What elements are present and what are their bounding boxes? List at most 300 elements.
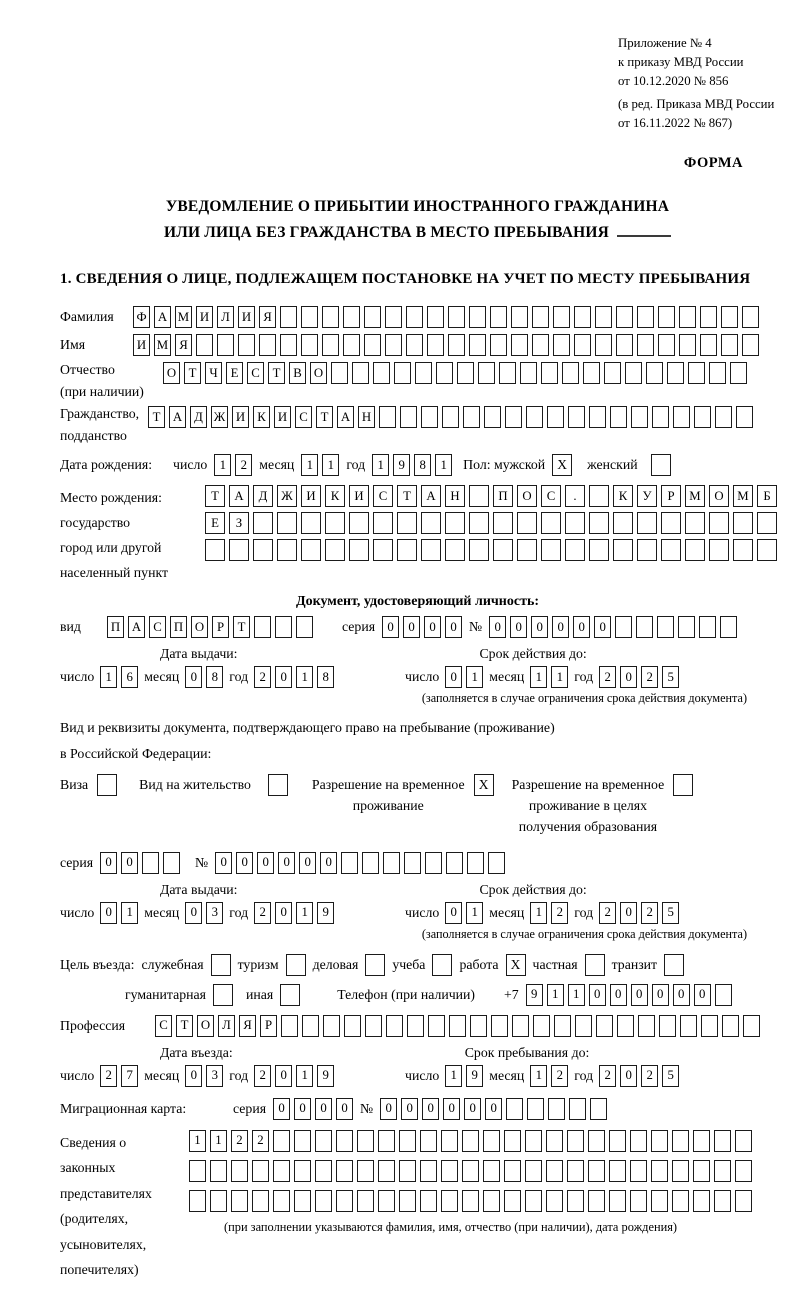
char-box[interactable]: А xyxy=(229,485,249,507)
char-box[interactable] xyxy=(445,539,465,561)
char-box[interactable] xyxy=(483,1130,500,1152)
char-box[interactable] xyxy=(613,539,633,561)
char-box[interactable]: Е xyxy=(205,512,225,534)
char-box[interactable] xyxy=(693,1130,710,1152)
char-box[interactable] xyxy=(565,539,585,561)
char-box[interactable] xyxy=(715,984,732,1006)
char-box[interactable]: 2 xyxy=(254,666,271,688)
char-box[interactable] xyxy=(722,1015,739,1037)
char-box[interactable] xyxy=(420,1130,437,1152)
char-box[interactable]: 0 xyxy=(403,616,420,638)
char-box[interactable]: 2 xyxy=(551,902,568,924)
char-box[interactable] xyxy=(520,362,537,384)
char-box[interactable] xyxy=(615,616,632,638)
char-box[interactable]: 0 xyxy=(443,1098,460,1120)
char-box[interactable] xyxy=(253,539,273,561)
char-box[interactable] xyxy=(470,1015,487,1037)
char-box[interactable]: Д xyxy=(190,406,207,428)
char-box[interactable]: 1 xyxy=(301,454,318,476)
char-box[interactable] xyxy=(596,1015,613,1037)
char-box[interactable] xyxy=(378,1190,395,1212)
char-box[interactable]: Р xyxy=(260,1015,277,1037)
char-box[interactable] xyxy=(595,306,612,328)
char-box[interactable] xyxy=(667,362,684,384)
char-box[interactable] xyxy=(336,1190,353,1212)
purpose-work-checkbox[interactable]: X xyxy=(506,954,526,976)
char-box[interactable] xyxy=(273,1190,290,1212)
char-box[interactable] xyxy=(604,362,621,384)
char-box[interactable]: 0 xyxy=(100,852,117,874)
char-box[interactable]: 0 xyxy=(275,1065,292,1087)
char-box[interactable]: Т xyxy=(268,362,285,384)
char-box[interactable] xyxy=(638,1015,655,1037)
char-box[interactable]: О xyxy=(163,362,180,384)
char-box[interactable] xyxy=(302,1015,319,1037)
char-box[interactable]: Ж xyxy=(211,406,228,428)
char-box[interactable] xyxy=(404,852,421,874)
char-box[interactable]: 0 xyxy=(620,902,637,924)
char-box[interactable] xyxy=(651,1130,668,1152)
char-box[interactable]: 0 xyxy=(315,1098,332,1120)
char-box[interactable] xyxy=(323,1015,340,1037)
char-box[interactable]: 9 xyxy=(317,1065,334,1087)
char-box[interactable] xyxy=(400,406,417,428)
purpose-transit-checkbox[interactable] xyxy=(664,954,684,976)
char-box[interactable] xyxy=(189,1190,206,1212)
char-box[interactable]: 0 xyxy=(336,1098,353,1120)
char-box[interactable] xyxy=(525,1130,542,1152)
char-box[interactable] xyxy=(658,306,675,328)
char-box[interactable] xyxy=(280,306,297,328)
char-box[interactable]: С xyxy=(247,362,264,384)
char-box[interactable] xyxy=(617,1015,634,1037)
char-box[interactable] xyxy=(325,539,345,561)
char-box[interactable] xyxy=(694,406,711,428)
char-box[interactable]: 2 xyxy=(551,1065,568,1087)
char-box[interactable] xyxy=(325,512,345,534)
char-box[interactable] xyxy=(357,1190,374,1212)
char-box[interactable] xyxy=(196,334,213,356)
char-box[interactable]: 2 xyxy=(231,1130,248,1152)
char-box[interactable] xyxy=(714,1130,731,1152)
char-box[interactable]: 2 xyxy=(641,902,658,924)
char-box[interactable] xyxy=(735,1130,752,1152)
char-box[interactable] xyxy=(757,539,777,561)
char-box[interactable] xyxy=(490,334,507,356)
char-box[interactable]: 0 xyxy=(185,902,202,924)
char-box[interactable]: П xyxy=(493,485,513,507)
char-box[interactable] xyxy=(349,539,369,561)
char-box[interactable] xyxy=(446,852,463,874)
char-box[interactable] xyxy=(296,616,313,638)
char-box[interactable]: 2 xyxy=(599,902,616,924)
char-box[interactable]: 3 xyxy=(206,1065,223,1087)
char-box[interactable]: 1 xyxy=(210,1130,227,1152)
char-box[interactable]: 0 xyxy=(424,616,441,638)
char-box[interactable] xyxy=(574,334,591,356)
char-box[interactable] xyxy=(462,1190,479,1212)
char-box[interactable]: А xyxy=(154,306,171,328)
char-box[interactable] xyxy=(301,512,321,534)
char-box[interactable] xyxy=(385,306,402,328)
char-box[interactable] xyxy=(491,1015,508,1037)
char-box[interactable] xyxy=(445,512,465,534)
char-box[interactable]: Л xyxy=(217,306,234,328)
char-box[interactable] xyxy=(574,306,591,328)
char-box[interactable]: 0 xyxy=(445,616,462,638)
char-box[interactable] xyxy=(630,1190,647,1212)
char-box[interactable]: 0 xyxy=(121,852,138,874)
char-box[interactable] xyxy=(428,1015,445,1037)
char-box[interactable]: Ф xyxy=(133,306,150,328)
char-box[interactable]: 0 xyxy=(422,1098,439,1120)
char-box[interactable] xyxy=(680,1015,697,1037)
char-box[interactable]: 0 xyxy=(299,852,316,874)
char-box[interactable]: 7 xyxy=(121,1065,138,1087)
char-box[interactable]: 1 xyxy=(547,984,564,1006)
char-box[interactable] xyxy=(590,1098,607,1120)
char-box[interactable] xyxy=(379,406,396,428)
char-box[interactable] xyxy=(163,852,180,874)
char-box[interactable]: 1 xyxy=(568,984,585,1006)
char-box[interactable]: 0 xyxy=(320,852,337,874)
char-box[interactable] xyxy=(630,1130,647,1152)
char-box[interactable]: 0 xyxy=(273,1098,290,1120)
char-box[interactable] xyxy=(259,334,276,356)
char-box[interactable] xyxy=(685,512,705,534)
char-box[interactable]: Ч xyxy=(205,362,222,384)
char-box[interactable]: С xyxy=(541,485,561,507)
char-box[interactable] xyxy=(672,1190,689,1212)
char-box[interactable] xyxy=(506,1098,523,1120)
char-box[interactable] xyxy=(609,1130,626,1152)
char-box[interactable]: 8 xyxy=(317,666,334,688)
char-box[interactable]: С xyxy=(155,1015,172,1037)
char-box[interactable]: О xyxy=(310,362,327,384)
char-box[interactable] xyxy=(546,1130,563,1152)
char-box[interactable] xyxy=(238,334,255,356)
char-box[interactable]: 2 xyxy=(100,1065,117,1087)
char-box[interactable]: 0 xyxy=(620,1065,637,1087)
char-box[interactable] xyxy=(631,406,648,428)
char-box[interactable] xyxy=(679,334,696,356)
char-box[interactable] xyxy=(512,1015,529,1037)
residence-permit-checkbox[interactable] xyxy=(268,774,288,796)
char-box[interactable]: 0 xyxy=(445,666,462,688)
char-box[interactable]: 0 xyxy=(185,666,202,688)
char-box[interactable] xyxy=(364,334,381,356)
char-box[interactable] xyxy=(275,616,292,638)
char-box[interactable] xyxy=(442,406,459,428)
char-box[interactable]: 1 xyxy=(121,902,138,924)
char-box[interactable]: 8 xyxy=(414,454,431,476)
char-box[interactable]: К xyxy=(613,485,633,507)
char-box[interactable] xyxy=(253,512,273,534)
char-box[interactable]: О xyxy=(709,485,729,507)
char-box[interactable]: В xyxy=(289,362,306,384)
char-box[interactable] xyxy=(709,539,729,561)
char-box[interactable] xyxy=(469,485,489,507)
char-box[interactable] xyxy=(693,1190,710,1212)
char-box[interactable] xyxy=(399,1130,416,1152)
char-box[interactable]: 5 xyxy=(662,666,679,688)
char-box[interactable]: 2 xyxy=(599,666,616,688)
char-box[interactable] xyxy=(546,1190,563,1212)
char-box[interactable] xyxy=(436,362,453,384)
char-box[interactable] xyxy=(568,406,585,428)
char-box[interactable] xyxy=(294,1130,311,1152)
char-box[interactable]: Т xyxy=(233,616,250,638)
char-box[interactable] xyxy=(385,334,402,356)
char-box[interactable]: И xyxy=(196,306,213,328)
char-box[interactable] xyxy=(661,512,681,534)
char-box[interactable]: 0 xyxy=(620,666,637,688)
char-box[interactable]: 0 xyxy=(236,852,253,874)
char-box[interactable] xyxy=(231,1190,248,1212)
char-box[interactable] xyxy=(427,306,444,328)
char-box[interactable]: Я xyxy=(239,1015,256,1037)
char-box[interactable] xyxy=(757,512,777,534)
char-box[interactable] xyxy=(733,539,753,561)
char-box[interactable] xyxy=(637,539,657,561)
temp-residence-education-checkbox[interactable] xyxy=(673,774,693,796)
char-box[interactable] xyxy=(685,539,705,561)
char-box[interactable]: 0 xyxy=(485,1098,502,1120)
char-box[interactable]: П xyxy=(170,616,187,638)
char-box[interactable]: 0 xyxy=(185,1065,202,1087)
char-box[interactable]: И xyxy=(274,406,291,428)
char-box[interactable] xyxy=(658,334,675,356)
char-box[interactable] xyxy=(548,1098,565,1120)
char-box[interactable]: 1 xyxy=(530,902,547,924)
char-box[interactable]: М xyxy=(154,334,171,356)
char-box[interactable] xyxy=(730,362,747,384)
char-box[interactable] xyxy=(273,1130,290,1152)
char-box[interactable] xyxy=(657,616,674,638)
char-box[interactable] xyxy=(505,406,522,428)
char-box[interactable] xyxy=(532,334,549,356)
char-box[interactable] xyxy=(569,1098,586,1120)
char-box[interactable]: Д xyxy=(253,485,273,507)
char-box[interactable]: 0 xyxy=(382,616,399,638)
char-box[interactable]: 0 xyxy=(445,902,462,924)
char-box[interactable]: 0 xyxy=(573,616,590,638)
char-box[interactable]: А xyxy=(337,406,354,428)
char-box[interactable]: 0 xyxy=(631,984,648,1006)
char-box[interactable]: З xyxy=(229,512,249,534)
char-box[interactable] xyxy=(567,1130,584,1152)
char-box[interactable] xyxy=(448,306,465,328)
char-box[interactable] xyxy=(589,485,609,507)
char-box[interactable] xyxy=(637,334,654,356)
sex-male-checkbox[interactable]: X xyxy=(552,454,572,476)
char-box[interactable] xyxy=(344,1015,361,1037)
char-box[interactable] xyxy=(478,362,495,384)
char-box[interactable]: 0 xyxy=(694,984,711,1006)
char-box[interactable] xyxy=(652,406,669,428)
purpose-humanitarian-checkbox[interactable] xyxy=(213,984,233,1006)
char-box[interactable] xyxy=(609,1190,626,1212)
char-box[interactable]: О xyxy=(517,485,537,507)
char-box[interactable] xyxy=(554,1015,571,1037)
char-box[interactable] xyxy=(616,334,633,356)
char-box[interactable] xyxy=(553,306,570,328)
char-box[interactable] xyxy=(427,334,444,356)
char-box[interactable]: 0 xyxy=(589,984,606,1006)
char-box[interactable]: 0 xyxy=(489,616,506,638)
char-box[interactable]: 1 xyxy=(322,454,339,476)
char-box[interactable]: 0 xyxy=(275,666,292,688)
char-box[interactable] xyxy=(383,852,400,874)
char-box[interactable]: 9 xyxy=(317,902,334,924)
char-box[interactable]: И xyxy=(301,485,321,507)
char-box[interactable] xyxy=(525,1190,542,1212)
char-box[interactable] xyxy=(406,306,423,328)
char-box[interactable] xyxy=(567,1190,584,1212)
char-box[interactable] xyxy=(742,334,759,356)
char-box[interactable] xyxy=(511,334,528,356)
char-box[interactable] xyxy=(721,334,738,356)
char-box[interactable]: М xyxy=(175,306,192,328)
char-box[interactable]: 2 xyxy=(252,1130,269,1152)
char-box[interactable] xyxy=(499,362,516,384)
char-box[interactable] xyxy=(583,362,600,384)
char-box[interactable] xyxy=(733,512,753,534)
char-box[interactable]: 0 xyxy=(401,1098,418,1120)
char-box[interactable]: 1 xyxy=(296,666,313,688)
char-box[interactable] xyxy=(448,334,465,356)
char-box[interactable] xyxy=(386,1015,403,1037)
char-box[interactable] xyxy=(373,539,393,561)
char-box[interactable] xyxy=(373,512,393,534)
char-box[interactable]: И xyxy=(238,306,255,328)
char-box[interactable]: У xyxy=(637,485,657,507)
char-box[interactable] xyxy=(142,852,159,874)
char-box[interactable] xyxy=(637,512,657,534)
char-box[interactable] xyxy=(743,1015,760,1037)
char-box[interactable]: 1 xyxy=(530,666,547,688)
char-box[interactable] xyxy=(205,539,225,561)
char-box[interactable] xyxy=(661,539,681,561)
char-box[interactable] xyxy=(714,1190,731,1212)
char-box[interactable] xyxy=(415,362,432,384)
char-box[interactable] xyxy=(553,334,570,356)
char-box[interactable]: Т xyxy=(176,1015,193,1037)
char-box[interactable] xyxy=(397,512,417,534)
char-box[interactable] xyxy=(467,852,484,874)
char-box[interactable] xyxy=(301,539,321,561)
char-box[interactable] xyxy=(709,512,729,534)
char-box[interactable] xyxy=(533,1015,550,1037)
char-box[interactable]: 5 xyxy=(662,1065,679,1087)
char-box[interactable] xyxy=(336,1130,353,1152)
char-box[interactable]: Е xyxy=(226,362,243,384)
char-box[interactable] xyxy=(672,1130,689,1152)
char-box[interactable]: 5 xyxy=(662,902,679,924)
char-box[interactable] xyxy=(281,1015,298,1037)
char-box[interactable]: 0 xyxy=(275,902,292,924)
char-box[interactable] xyxy=(469,306,486,328)
char-box[interactable] xyxy=(341,852,358,874)
char-box[interactable] xyxy=(562,362,579,384)
char-box[interactable] xyxy=(504,1130,521,1152)
char-box[interactable]: Я xyxy=(175,334,192,356)
char-box[interactable]: 0 xyxy=(673,984,690,1006)
char-box[interactable] xyxy=(364,306,381,328)
char-box[interactable]: А xyxy=(421,485,441,507)
char-box[interactable]: 1 xyxy=(445,1065,462,1087)
char-box[interactable]: 0 xyxy=(294,1098,311,1120)
char-box[interactable] xyxy=(488,852,505,874)
char-box[interactable] xyxy=(322,306,339,328)
char-box[interactable] xyxy=(699,616,716,638)
char-box[interactable] xyxy=(504,1190,521,1212)
char-box[interactable] xyxy=(532,306,549,328)
char-box[interactable] xyxy=(742,306,759,328)
char-box[interactable] xyxy=(469,539,489,561)
char-box[interactable]: 1 xyxy=(189,1130,206,1152)
char-box[interactable]: 1 xyxy=(296,902,313,924)
char-box[interactable] xyxy=(688,362,705,384)
char-box[interactable] xyxy=(254,616,271,638)
char-box[interactable]: 1 xyxy=(372,454,389,476)
char-box[interactable]: Т xyxy=(316,406,333,428)
char-box[interactable]: 0 xyxy=(510,616,527,638)
char-box[interactable]: Т xyxy=(148,406,165,428)
char-box[interactable] xyxy=(322,334,339,356)
char-box[interactable]: 2 xyxy=(641,666,658,688)
char-box[interactable] xyxy=(610,406,627,428)
char-box[interactable] xyxy=(589,406,606,428)
char-box[interactable] xyxy=(637,306,654,328)
char-box[interactable] xyxy=(575,1015,592,1037)
char-box[interactable]: 0 xyxy=(531,616,548,638)
char-box[interactable] xyxy=(721,306,738,328)
char-box[interactable] xyxy=(365,1015,382,1037)
char-box[interactable]: . xyxy=(565,485,585,507)
char-box[interactable] xyxy=(700,334,717,356)
char-box[interactable]: М xyxy=(733,485,753,507)
char-box[interactable]: И xyxy=(349,485,369,507)
char-box[interactable] xyxy=(735,1190,752,1212)
char-box[interactable]: Н xyxy=(445,485,465,507)
purpose-business-checkbox[interactable] xyxy=(365,954,385,976)
char-box[interactable]: 9 xyxy=(393,454,410,476)
char-box[interactable] xyxy=(701,1015,718,1037)
char-box[interactable]: 0 xyxy=(464,1098,481,1120)
char-box[interactable]: Р xyxy=(212,616,229,638)
purpose-official-checkbox[interactable] xyxy=(211,954,231,976)
char-box[interactable] xyxy=(352,362,369,384)
char-box[interactable] xyxy=(343,334,360,356)
purpose-tourism-checkbox[interactable] xyxy=(286,954,306,976)
char-box[interactable]: С xyxy=(373,485,393,507)
char-box[interactable]: 8 xyxy=(206,666,223,688)
char-box[interactable] xyxy=(469,334,486,356)
char-box[interactable] xyxy=(462,1130,479,1152)
char-box[interactable] xyxy=(394,362,411,384)
char-box[interactable]: Я xyxy=(259,306,276,328)
char-box[interactable]: 1 xyxy=(530,1065,547,1087)
purpose-other-checkbox[interactable] xyxy=(280,984,300,1006)
char-box[interactable]: 0 xyxy=(257,852,274,874)
char-box[interactable] xyxy=(715,406,732,428)
char-box[interactable] xyxy=(421,406,438,428)
char-box[interactable] xyxy=(331,362,348,384)
char-box[interactable]: Н xyxy=(358,406,375,428)
char-box[interactable] xyxy=(421,539,441,561)
char-box[interactable] xyxy=(589,512,609,534)
